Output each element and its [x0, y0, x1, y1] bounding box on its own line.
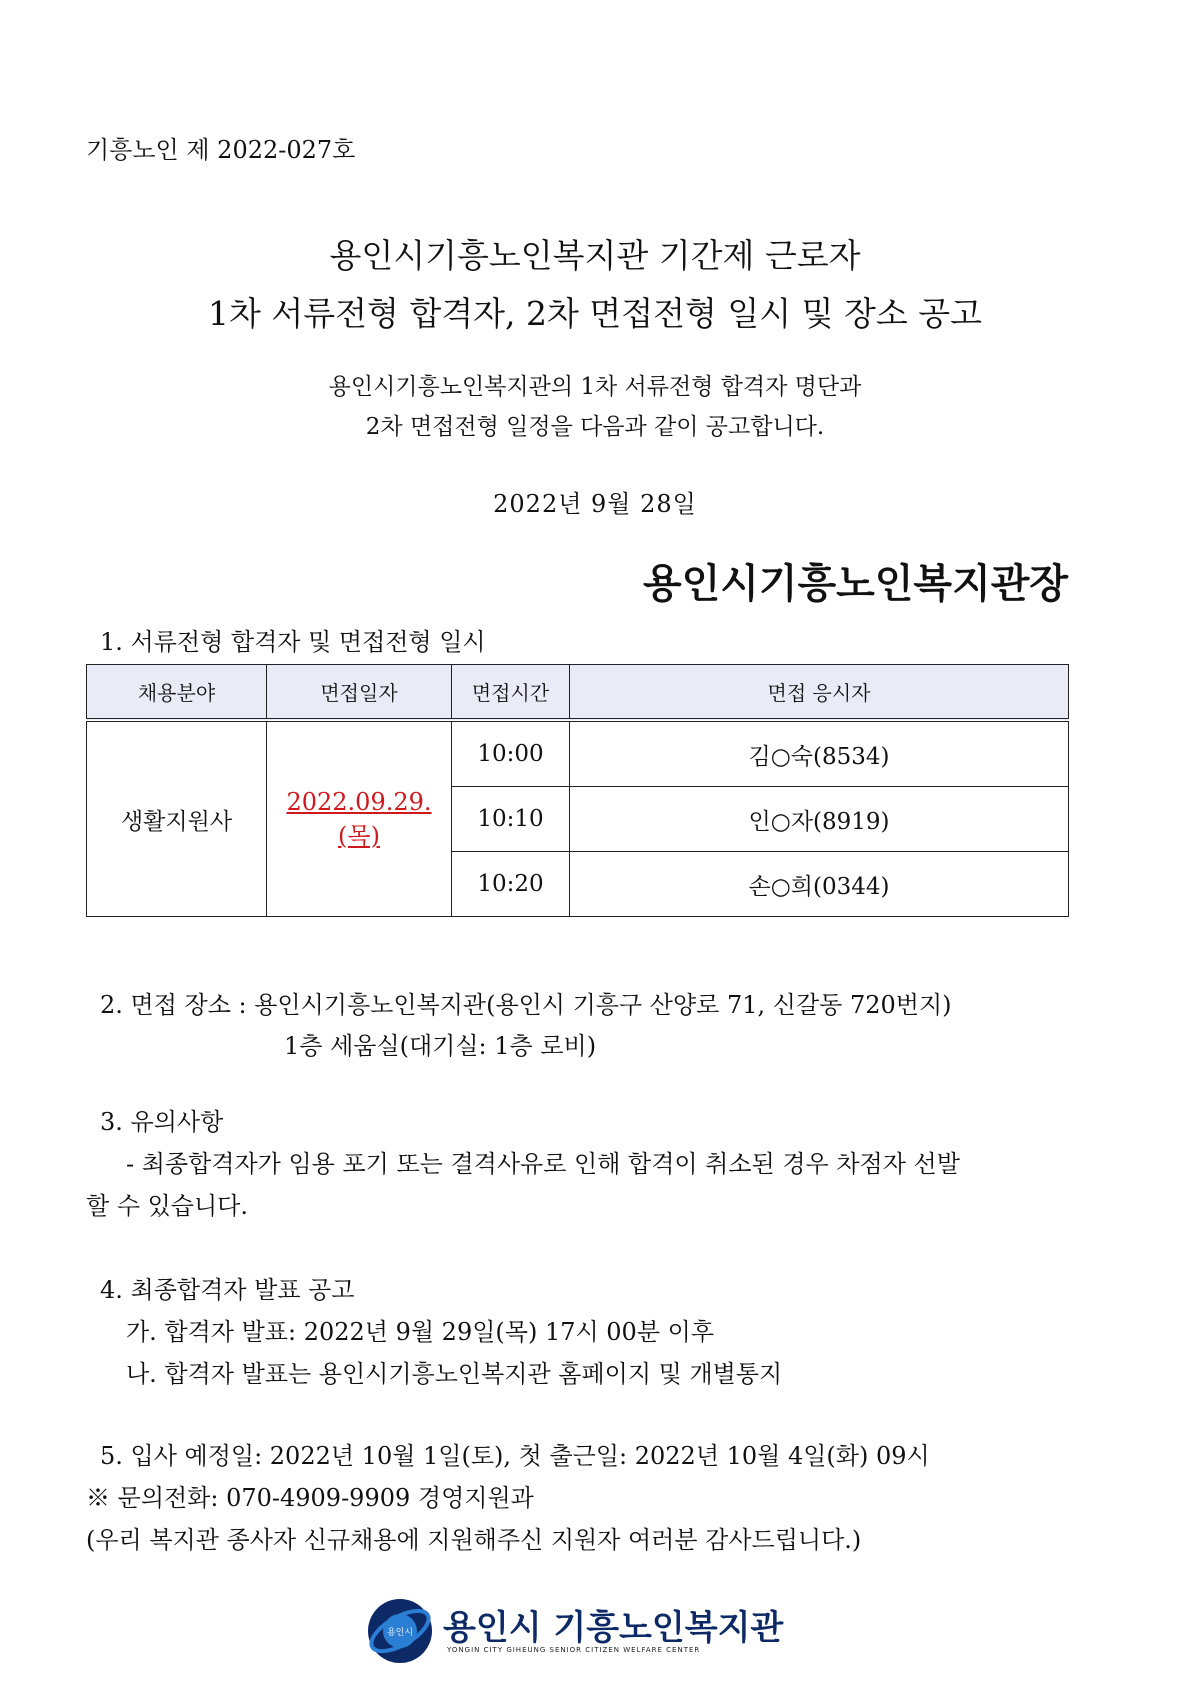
cell-time: 10:20 — [452, 852, 570, 917]
emblem-text: 용인시 — [386, 1628, 414, 1638]
header-interview-date: 면접일자 — [267, 665, 452, 721]
interview-schedule-table — [86, 664, 1069, 917]
section-3-note-line-1: - 최종합격자가 임용 포기 또는 결격사유로 인해 합격이 취소된 경우 차점자 선발 — [126, 1150, 960, 1178]
cell-time: 10:10 — [452, 787, 570, 852]
contact-phone: ※ 문의전화: 070-4909-9909 경영지원과 — [86, 1484, 534, 1512]
section-3-note-line-2: 할 수 있습니다. — [86, 1192, 248, 1220]
section-5-start-date: 5. 입사 예정일: 2022년 10월 1일(토), 첫 출근일: 2022년 10월 4일(화) 09시 — [100, 1442, 930, 1470]
cell-interview-date — [267, 720, 452, 917]
cell-candidate: 손○희(0344) — [570, 852, 1069, 917]
section-2-room: 1층 세움실(대기실: 1층 로비) — [284, 1032, 597, 1060]
table-row — [87, 720, 1069, 787]
cell-candidate: 김○숙(8534) — [570, 720, 1069, 787]
intro-line-1: 용인시기흥노인복지관의 1차 서류전형 합격자 명단과 — [328, 374, 862, 400]
section-4-heading: 4. 최종합격자 발표 공고 — [100, 1276, 355, 1304]
cell-field: 생활지원사 — [87, 720, 267, 917]
header-interview-time: 면접시간 — [452, 665, 570, 721]
interview-date-line-1: 2022.09.29. — [286, 788, 432, 816]
announcement-date: 2022년 9월 28일 — [493, 490, 697, 518]
cell-time: 10:00 — [452, 720, 570, 787]
section-2-location: 2. 면접 장소 : 용인시기흥노인복지관(용인시 기흥구 산양로 71, 신갈동 720번지) — [100, 991, 952, 1019]
header-field: 채용분야 — [87, 665, 267, 721]
interview-date-line-2: (목) — [338, 822, 380, 850]
section-1-heading: 1. 서류전형 합격자 및 면접전형 일시 — [100, 628, 486, 656]
cell-candidate: 인○자(8919) — [570, 787, 1069, 852]
intro-line-2: 2차 면접전형 일정을 다음과 같이 공고합니다. — [365, 414, 825, 440]
globe-emblem-icon — [365, 1596, 435, 1666]
thanks-note: (우리 복지관 종사자 신규채용에 지원해주신 지원자 여러분 감사드립니다.) — [86, 1526, 862, 1554]
header-candidate: 면접 응시자 — [570, 665, 1069, 721]
logo-subtitle: YONGIN CITY GIHEUNG SENIOR CITIZEN WELFARE CENTER — [447, 1646, 701, 1654]
title-line-2: 1차 서류전형 합격자, 2차 면접전형 일시 및 장소 공고 — [208, 294, 982, 333]
section-4-item-b: 나. 합격자 발표는 용인시기흥노인복지관 홈페이지 및 개별통지 — [126, 1360, 783, 1388]
section-3-heading: 3. 유의사항 — [100, 1108, 224, 1136]
section-4-item-a: 가. 합격자 발표: 2022년 9월 29일(목) 17시 00분 이후 — [126, 1318, 715, 1346]
logo-name: 용인시 기흥노인복지관 — [443, 1608, 784, 1648]
title-line-1: 용인시기흥노인복지관 기간제 근로자 — [329, 236, 861, 275]
table-header-row — [87, 665, 1069, 721]
document-number: 기흥노인 제 2022-027호 — [86, 136, 356, 164]
signer-name: 용인시기흥노인복지관장 — [642, 561, 1068, 607]
